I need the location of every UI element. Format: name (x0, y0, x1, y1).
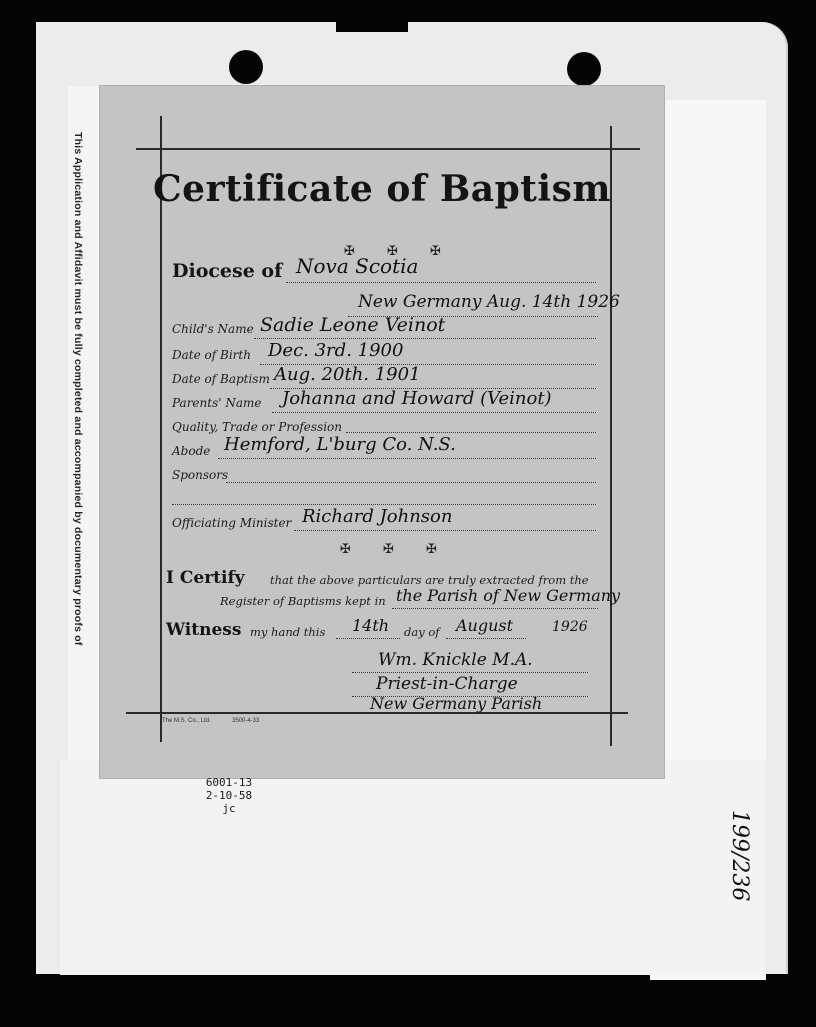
punch-hole-right (567, 52, 601, 86)
baptism-certificate (100, 86, 664, 778)
side-instruction-text: This Application and Affidavit must be fully completed and accompanied by documentary proofs of (72, 132, 84, 646)
day-of: day of (404, 625, 440, 639)
field-rule-sponsors-2 (172, 504, 596, 505)
field-rule-child-name (254, 338, 596, 339)
ornament-top: ✠ ✠ ✠ (344, 244, 455, 259)
field-label-abode: Abode (172, 444, 211, 458)
under-sheet-bottom (60, 760, 766, 975)
field-label-profession: Quality, Trade or Profession (172, 420, 342, 434)
witness-month: August (456, 616, 514, 635)
witness-text: my hand this (250, 625, 326, 639)
signature-name: Wm. Knickle M.A. (378, 650, 533, 670)
field-label-baptism: Date of Baptism (172, 372, 270, 386)
signature-title: Priest-in-Charge (376, 674, 518, 694)
field-rule-profession (346, 432, 596, 433)
file-stamp-line-3: jc (222, 802, 236, 815)
witness-day: 14th (352, 616, 390, 635)
clip-tab (336, 0, 408, 32)
witness-month-rule (446, 638, 526, 639)
certify-line-2: Register of Baptisms kept in (220, 594, 386, 608)
frame-top-line (136, 148, 640, 150)
diocese-rule (286, 282, 596, 283)
field-rule-sponsors (226, 482, 596, 483)
printer-name: The M.S. Co., Ltd. (162, 718, 211, 724)
minister-label: Officiating Minister (172, 516, 292, 530)
certify-lead: I Certify (166, 568, 245, 588)
witness-day-rule (336, 638, 400, 639)
punch-hole-left (229, 50, 263, 84)
diocese-label: Diocese of (172, 260, 283, 282)
field-rule-parents (272, 412, 596, 413)
certificate-title: Certificate of Baptism (153, 168, 611, 210)
field-rule-abode (218, 458, 596, 459)
signature-rule-1 (352, 672, 588, 673)
file-stamp-line-1: 6001-13 (205, 776, 253, 789)
margin-file-number: 199/236 (727, 810, 752, 902)
file-stamp (196, 776, 262, 815)
certify-line-1: that the above particulars are truly extracted from the (270, 573, 589, 587)
field-value-birth: Dec. 3rd. 1900 (268, 340, 404, 361)
field-value-baptism: Aug. 20th. 1901 (274, 364, 421, 385)
printer-code: 3500-4-33 (232, 718, 260, 724)
place-date: New Germany Aug. 14th 1926 (358, 292, 620, 312)
ornament-middle: ✠ ✠ ✠ (340, 542, 451, 557)
file-stamp-line-2: 2-10-58 (205, 789, 253, 802)
register-rule (392, 608, 598, 609)
field-label-parents: Parents' Name (172, 396, 262, 410)
field-label-birth: Date of Birth (172, 348, 251, 362)
field-value-abode: Hemford, L'burg Co. N.S. (224, 434, 456, 455)
minister-rule (294, 530, 596, 531)
witness-lead: Witness (166, 620, 242, 640)
register-value: the Parish of New Germany (396, 586, 621, 605)
diocese-value: Nova Scotia (296, 254, 419, 278)
minister-value: Richard Johnson (302, 506, 453, 527)
field-value-child-name: Sadie Leone Veinot (260, 314, 446, 336)
frame-right-line (610, 126, 612, 746)
field-label-sponsors: Sponsors (172, 468, 229, 482)
signature-parish: New Germany Parish (370, 694, 543, 713)
field-label-child-name: Child's Name (172, 322, 254, 336)
witness-year: 1926 (552, 619, 588, 635)
field-value-parents: Johanna and Howard (Veinot) (282, 388, 552, 409)
